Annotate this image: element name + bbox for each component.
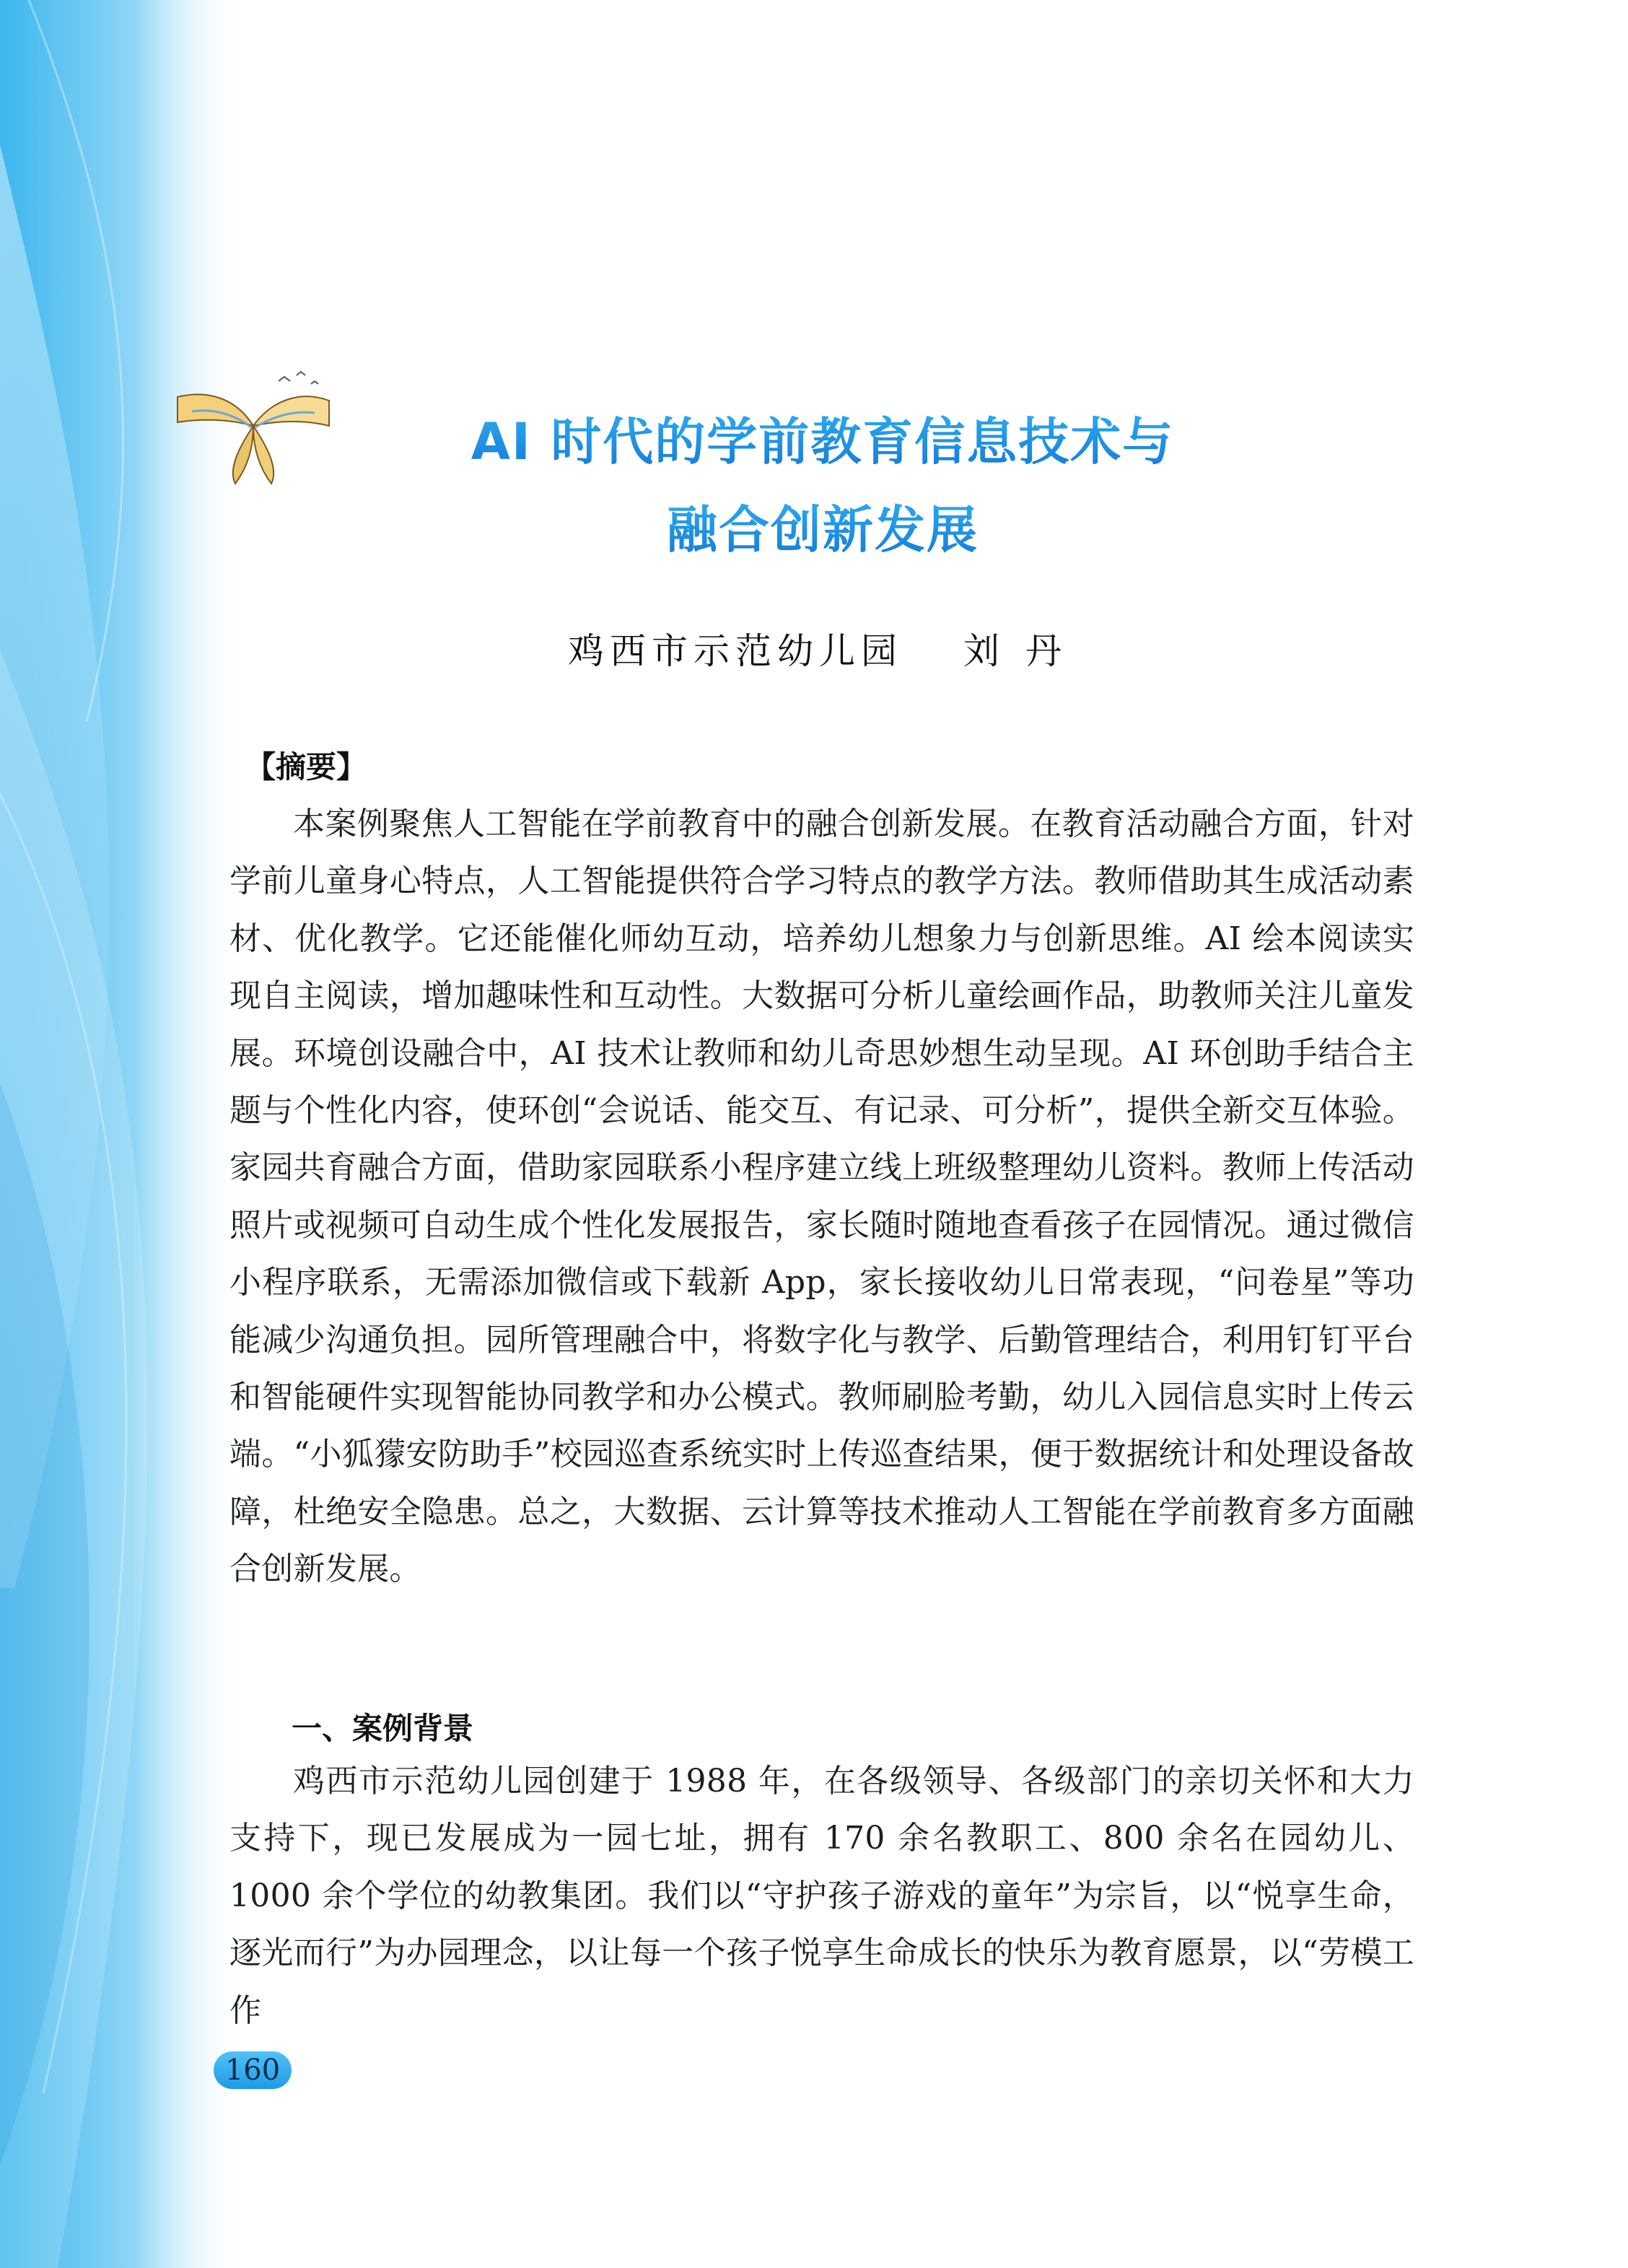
author-name-first: 刘 [963,630,1005,672]
abstract-paragraph: 本案例聚焦人工智能在学前教育中的融合创新发展。在教育活动融合方面，针对学前儿童身心特点，人工智能提供符合学习特点的教学方法。教师借助其生成活动素材、优化教学。它还能催化师幼互动，培养幼儿想象力与创新思维。AI 绘本阅读实现自主阅读，增加趣味性和互动性。大数据可分析儿童绘画作品，助教师关注儿童发展。环境创设融合中，AI 技术让教师和幼儿奇思妙想生动呈现。AI 环创助手结合主题与个性化内容，使环创“会说话、能交互、有记录、可分析”，提供全新交互体验。家园共育融合方面，借助家园联系小程序建立线上班级整理幼儿资料。教师上传活动照片或视频可自动生成个性化发展报告，家长随时随地查看孩子在园情况。通过微信小程序联系，无需添加微信或下载新 App，家长接收幼儿日常表现，“问卷星”等功能减少沟通负担。园所管理融合中，将数字化与教学、后勤管理结合，利用钉钉平台和智能硬件实现智能协同教学和办公模式。教师刷脸考勤，幼儿入园信息实时上传云端。“小狐獴安防助手”校园巡查系统实时上传巡查结果，便于数据统计和处理设备故障，杜绝安全隐患。总之，大数据、云计算等技术推动人工智能在学前教育多方面融合创新发展。 [229,806,1414,1588]
section-paragraph: 鸡西市示范幼儿园创建于 1988 年，在各级领导、各级部门的亲切关怀和大力支持下，现已发展成为一园七址，拥有 170 余名教职工、800 余名在园幼儿、1000 余个学位的幼教集团。我们以“守护孩子游戏的童年”为宗旨，以“悦享生命，逐光而行”为办园理念，以让每一个孩子悦享生命成长的快乐为教育愿景，以“劳模工作 [229,1763,1414,2029]
author-name-second: 丹 [1025,630,1067,672]
page-title-line-2: 融合创新发展 [216,489,1429,562]
page-title-line-1: AI 时代的学前教育信息技术与 [216,401,1429,474]
abstract-heading: 【摘要】 [245,749,367,785]
section-heading: 一、案例背景 [292,1711,474,1746]
author-line [216,622,1429,674]
page-number-badge: 160 [214,2051,292,2089]
background-decoration [0,0,245,2268]
author-affiliation: 鸡西市示范幼儿园 [568,630,903,672]
